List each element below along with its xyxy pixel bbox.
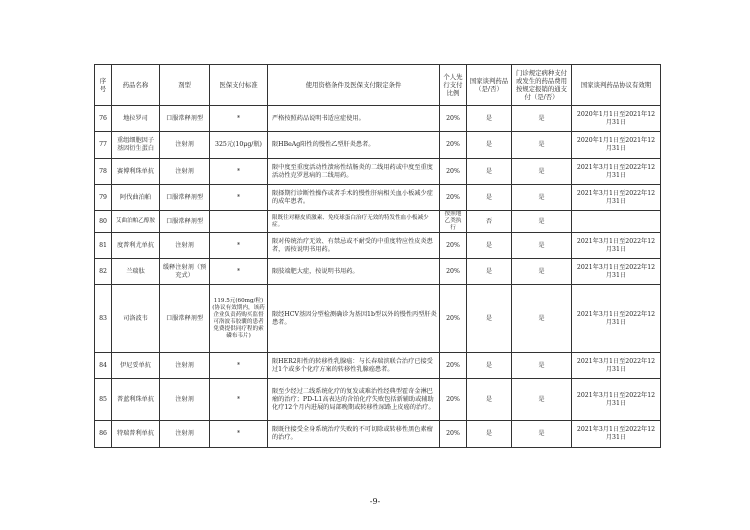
cell-copay: 20% (440, 159, 467, 185)
cell-conditions: 限HBeAg阳性的慢性乙型肝炎患者。 (268, 132, 440, 159)
cell-outpatient: 是 (512, 211, 572, 233)
cell-no: 86 (95, 421, 112, 448)
cell-copay: 20% (440, 185, 467, 211)
cell-form: 注射剂 (160, 132, 210, 159)
cell-negotiated: 是 (467, 285, 512, 353)
cell-name: 艾曲泊帕乙醇胺 (112, 211, 160, 233)
cell-copay: 20% (440, 132, 467, 159)
drug-table (94, 64, 661, 448)
cell-conditions: 限至少经过二线系统化疗的复发或难治性经典型霍奇金淋巴瘤的治疗；PD-L1高表达的含铂化疗失败包括新辅助或辅助化疗12个月内进展的局部晚期或转移性尿路上皮癌的治疗。 (268, 379, 440, 421)
cell-copay: 20% (440, 421, 467, 448)
cell-validity: 2021年3月1日至2022年12月31日 (572, 379, 661, 421)
cell-validity: 2021年3月1日至2022年12月31日 (572, 353, 661, 379)
table-row (95, 159, 661, 185)
cell-validity: 2021年3月1日至2022年12月31日 (572, 421, 661, 448)
cell-name: 地拉罗司 (112, 106, 160, 132)
table-row (95, 259, 661, 285)
cell-standard: * (210, 259, 268, 285)
header-conditions: 使用资格条件及医保支付限定条件 (268, 65, 440, 106)
cell-no: 84 (95, 353, 112, 379)
cell-no: 79 (95, 185, 112, 211)
cell-validity: 2020年1月1日至2021年12月31日 (572, 106, 661, 132)
table-row (95, 379, 661, 421)
cell-conditions: 限既往接受全身系统治疗失败的不可切除或转移性黑色素瘤的治疗。 (268, 421, 440, 448)
cell-form: 口服常释剂型 (160, 185, 210, 211)
cell-conditions: 限经HCV基因分型检测确诊为基因1b型以外的慢性丙型肝炎患者。 (268, 285, 440, 353)
cell-conditions: 限择期行诊断性操作或者手术的慢性肝病相关血小板减少症的成年患者。 (268, 185, 440, 211)
cell-name: 特瑞普利单抗 (112, 421, 160, 448)
cell-outpatient: 是 (512, 132, 572, 159)
table-row (95, 353, 661, 379)
table-row (95, 132, 661, 159)
cell-negotiated: 否 (467, 211, 512, 233)
cell-no: 83 (95, 285, 112, 353)
cell-standard: * (210, 421, 268, 448)
cell-conditions: 限既往对糖皮质激素、免疫球蛋白治疗无效的特发性血小板减少症。 (268, 211, 440, 233)
table-row (95, 421, 661, 448)
cell-negotiated: 是 (467, 106, 512, 132)
header-copay: 个人先行支付比例 (440, 65, 467, 106)
cell-name: 伊尼妥单抗 (112, 353, 160, 379)
cell-copay: 20% (440, 233, 467, 259)
cell-name: 度普利尤单抗 (112, 233, 160, 259)
cell-name: 重组细胞因子基因衍生蛋白 (112, 132, 160, 159)
cell-name: 兰瑞肽 (112, 259, 160, 285)
cell-copay: 20% (440, 353, 467, 379)
cell-conditions: 限中度至重度活动性溃疡性结肠炎的二线用药或中度至重度活动性克罗恩病的二线用药。 (268, 159, 440, 185)
cell-standard: * (210, 159, 268, 185)
cell-negotiated: 是 (467, 233, 512, 259)
cell-name: 阿伐曲泊帕 (112, 185, 160, 211)
cell-validity: 2021年3月1日至2022年12月31日 (572, 285, 661, 353)
cell-negotiated: 是 (467, 132, 512, 159)
cell-validity (572, 211, 661, 233)
cell-standard: * (210, 185, 268, 211)
cell-negotiated: 是 (467, 159, 512, 185)
cell-outpatient: 是 (512, 159, 572, 185)
cell-standard: * (210, 379, 268, 421)
cell-negotiated: 是 (467, 353, 512, 379)
cell-name: 司洛波韦 (112, 285, 160, 353)
cell-no: 76 (95, 106, 112, 132)
table-row (95, 106, 661, 132)
header-form: 剂型 (160, 65, 210, 106)
cell-copay: 20% (440, 106, 467, 132)
table-row (95, 185, 661, 211)
cell-outpatient: 是 (512, 421, 572, 448)
header-no: 序号 (95, 65, 112, 106)
cell-standard: * (210, 233, 268, 259)
cell-validity: 2021年3月1日至2022年12月31日 (572, 233, 661, 259)
cell-name: 赛博利珠单抗 (112, 159, 160, 185)
cell-conditions: 限HER2阳性的转移性乳腺癌：与长春瑞滨联合治疗已接受过1个或多个化疗方案的转移性乳腺癌患者。 (268, 353, 440, 379)
cell-validity: 2021年3月1日至2022年12月31日 (572, 259, 661, 285)
table-row (95, 285, 661, 353)
cell-outpatient: 是 (512, 353, 572, 379)
cell-form: 口服常释剂型 (160, 106, 210, 132)
cell-form: 注射剂 (160, 233, 210, 259)
cell-outpatient: 是 (512, 233, 572, 259)
cell-name: 普蓝利珠单抗 (112, 379, 160, 421)
cell-outpatient: 是 (512, 379, 572, 421)
header-validity: 国家谈判药品协议有效期 (572, 65, 661, 106)
cell-copay: 20% (440, 379, 467, 421)
cell-validity: 2020年1月1日至2021年12月31日 (572, 132, 661, 159)
header-outpatient: 门诊规定病种支付或发生的药品费用按规定报销的通支付（是/否） (512, 65, 572, 106)
cell-form: 注射剂 (160, 353, 210, 379)
cell-copay: 按照地乙类执行 (440, 211, 467, 233)
cell-negotiated: 是 (467, 185, 512, 211)
cell-conditions: 限对传统治疗无效、有禁忌或不耐受的中重度特应性皮炎患者，需按说明书用药。 (268, 233, 440, 259)
cell-standard (210, 211, 268, 233)
cell-copay: 20% (440, 259, 467, 285)
header-name: 药品名称 (112, 65, 160, 106)
table-row (95, 211, 661, 233)
cell-conditions: 严格按照药品说明书适应症使用。 (268, 106, 440, 132)
cell-form: 注射剂 (160, 379, 210, 421)
cell-no: 77 (95, 132, 112, 159)
cell-no: 78 (95, 159, 112, 185)
header-negotiated: 国家谈判药品（是/否） (467, 65, 512, 106)
cell-no: 85 (95, 379, 112, 421)
cell-negotiated: 是 (467, 259, 512, 285)
cell-no: 80 (95, 211, 112, 233)
cell-form: 注射剂 (160, 421, 210, 448)
cell-form: 缓释注射剂（预充式） (160, 259, 210, 285)
cell-negotiated: 是 (467, 421, 512, 448)
cell-conditions: 限肢端肥大症，按说明书用药。 (268, 259, 440, 285)
cell-negotiated: 是 (467, 379, 512, 421)
cell-outpatient: 是 (512, 185, 572, 211)
cell-standard: * (210, 353, 268, 379)
cell-copay: 20% (440, 285, 467, 353)
cell-form: 口服常释剂型 (160, 285, 210, 353)
cell-standard: * (210, 106, 268, 132)
cell-validity: 2021年3月1日至2022年12月31日 (572, 185, 661, 211)
cell-outpatient: 是 (512, 259, 572, 285)
cell-standard: 119.5元(60mg/粒)(协议有效期内，该药企业负责药购买监督可洛波韦胶囊的患者免费提供同疗程的索磷布韦片) (210, 285, 268, 353)
table-header-row (95, 65, 661, 106)
cell-validity: 2021年3月1日至2022年12月31日 (572, 159, 661, 185)
header-standard: 医保支付标准 (210, 65, 268, 106)
cell-outpatient: 是 (512, 106, 572, 132)
page-number: -9- (369, 497, 381, 506)
cell-form: 口服常释剂型 (160, 211, 210, 233)
cell-form: 注射剂 (160, 159, 210, 185)
cell-no: 82 (95, 259, 112, 285)
table-row (95, 233, 661, 259)
cell-outpatient: 是 (512, 285, 572, 353)
cell-standard: 325元(10μg/瓶) (210, 132, 268, 159)
cell-no: 81 (95, 233, 112, 259)
